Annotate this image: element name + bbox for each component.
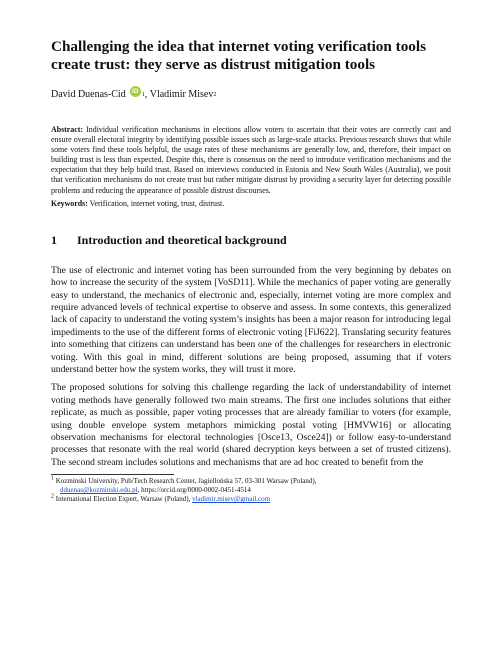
abstract-label: Abstract: xyxy=(51,125,83,134)
abstract xyxy=(51,125,451,196)
author-separator: , xyxy=(144,89,150,100)
body-paragraph: The proposed solutions for solving this challenge regarding the lack of understandability of internet voting methods have generally followed two main streams. The first one includes solutions that either replicate, as much as possible, paper voting processes that are already familiar to voters (for example, using double envelope system metaphors mimicking postal voting [HMVW16] or allocating observation mechanisms for electoral technologies [Osce13, Osce24]) or follow easy-to-understand processes that resonate with the real world (shared decryption keys between a set of trusted citizens). The second stream includes solutions and mechanisms that are ad hoc created to benefit from the xyxy=(51,382,451,468)
email-link[interactable]: vladimir.misev@gmail.com xyxy=(192,495,271,504)
section-number: 1 xyxy=(51,232,57,247)
author-line: David Duenas-Cid iD 1 , Vladimir Misev 2 xyxy=(51,88,217,100)
paper-title: Challenging the idea that internet voting verification tools create trust: they serve as distrust mitigation tools xyxy=(51,38,427,73)
footnote-2 xyxy=(51,495,451,504)
paper-page xyxy=(51,38,451,504)
author-name: David Duenas-Cid xyxy=(51,89,126,100)
section-heading xyxy=(51,233,451,248)
footnote-mark: 2 xyxy=(51,493,54,500)
orcid-url: https://orcid.org/0000-0002-0451-4514 xyxy=(141,486,251,495)
footnote-mark: 1 xyxy=(51,475,54,482)
footnote-text: Kozminski University, Pub/Tech Research Center, Jagiellońska 57, 03-301 Warsaw (Poland), xyxy=(54,477,317,486)
email-link[interactable]: dduenas@kozminski.edu.pl xyxy=(60,486,138,495)
footnote-text: International Election Expert, Warsaw (Poland), xyxy=(54,495,193,504)
section-title: Introduction and theoretical background xyxy=(77,232,287,247)
footnote-divider xyxy=(51,474,174,475)
keywords xyxy=(51,199,451,209)
keywords-text: Verification, internet voting, trust, distrust. xyxy=(87,198,225,208)
abstract-text: Individual verification mechanisms in elections allow voters to ascertain that their votes are correctly cast and ensure overall electoral integrity by identifying possible issues such as large-scale attacks. Previous research shows that while some voters find these tools helpful, the usage rates of these mechanisms are generally low, and, therefore, their impact on building trust is less than expected. Despite this, there is consensus on the need to introduce verification mechanisms and the expectation that they help build trust. Based on interviews conducted in Estonia and New South Wales (Australia), we posit that verification mechanisms do not create trust but rather mitigate distrust by providing a security layer for detecting possible problems and reducing the appearance of possible distrust discourses. xyxy=(51,125,451,195)
body-paragraph: The use of electronic and internet voting has been surrounded from the very beginning by debates on how to increase the security of the system [VoSD11]. While the mechanics of paper voting are generally easy to understand, the mechanics of electronic and, especially, internet voting are more complex and require advanced levels of technical expertise to observe and assess. In some contexts, this generalized lack of capacity to understand the voting system’s insights has been a major reason for introducing legal impediments to the use of the different forms of electronic voting [FiJ622]. Translating security features into something that citizens can understand has been one of the challenges for researchers in electronic voting. With this goal in mind, different solutions are being proposed, assuming that if voters understand better how the system works, they will trust it more. xyxy=(51,264,451,375)
author-name: Vladimir Misev xyxy=(149,89,214,100)
orcid-icon[interactable]: iD xyxy=(130,86,141,97)
footnote-separator: , xyxy=(137,486,142,495)
keywords-label: Keywords: xyxy=(51,198,88,208)
footnote-1 xyxy=(51,477,451,495)
